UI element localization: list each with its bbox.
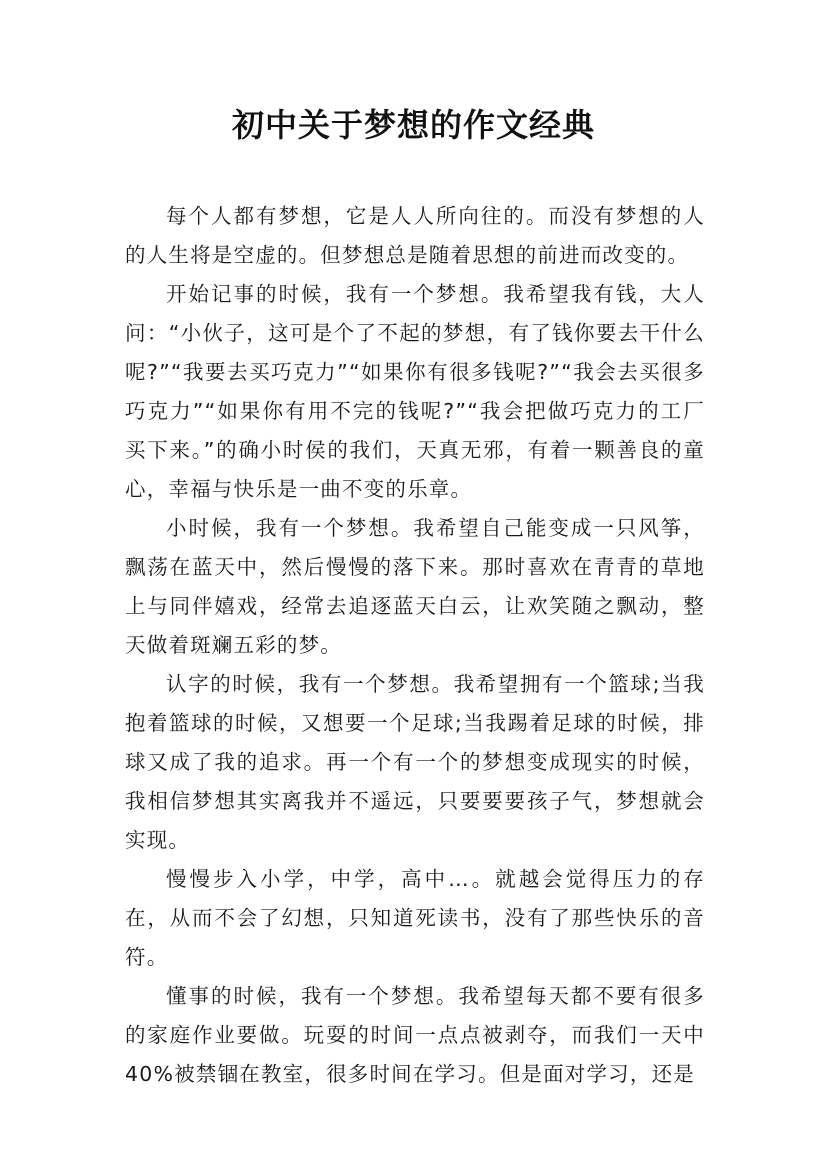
paragraph: 慢慢步入小学，中学，高中…。就越会觉得压力的存在，从而不会了幻想，只知道死读书，没有了那些快乐的音符。 bbox=[125, 867, 705, 969]
paragraph: 认字的时候，我有一个梦想。我希望拥有一个篮球;当我抱着篮球的时候，又想要一个足球;当我踢着足球的时候，排球又成了我的追求。再一个有一个的梦想变成现实的时候，我相信梦想其实离我并不遥远，只要要要孩子气，梦想就会实现。 bbox=[125, 672, 705, 852]
paragraph: 小时候，我有一个梦想。我希望自己能变成一只风筝，飘荡在蓝天中，然后慢慢的落下来。那时喜欢在青青的草地上与同伴嬉戏，经常去追逐蓝天白云，让欢笑随之飘动，整天做着斑斓五彩的梦。 bbox=[125, 516, 705, 657]
document-body bbox=[125, 197, 705, 1094]
paragraph: 开始记事的时候，我有一个梦想。我希望我有钱，大人问：“小伙子，这可是个了不起的梦想，有了钱你要去干什么呢?”“我要去买巧克力”“如果你有很多钱呢?”“我会去买很多巧克力”“如果你有用不完的钱呢?”“我会把做巧克力的工厂买下来。”的确小时侯的我们，天真无邪，有着一颗善良的童心，幸福与快乐是一曲不变的乐章。 bbox=[125, 282, 705, 501]
paragraph: 每个人都有梦想，它是人人所向往的。而没有梦想的人的人生将是空虚的。但梦想总是随着思想的前进而改变的。 bbox=[125, 204, 705, 267]
paragraph: 懂事的时候，我有一个梦想。我希望每天都不要有很多的家庭作业要做。玩耍的时间一点点被剥夺，而我们一天中40%被禁锢在教室，很多时间在学习。但是面对学习，还是 bbox=[125, 984, 705, 1086]
document-title: 初中关于梦想的作文经典 bbox=[231, 106, 595, 144]
